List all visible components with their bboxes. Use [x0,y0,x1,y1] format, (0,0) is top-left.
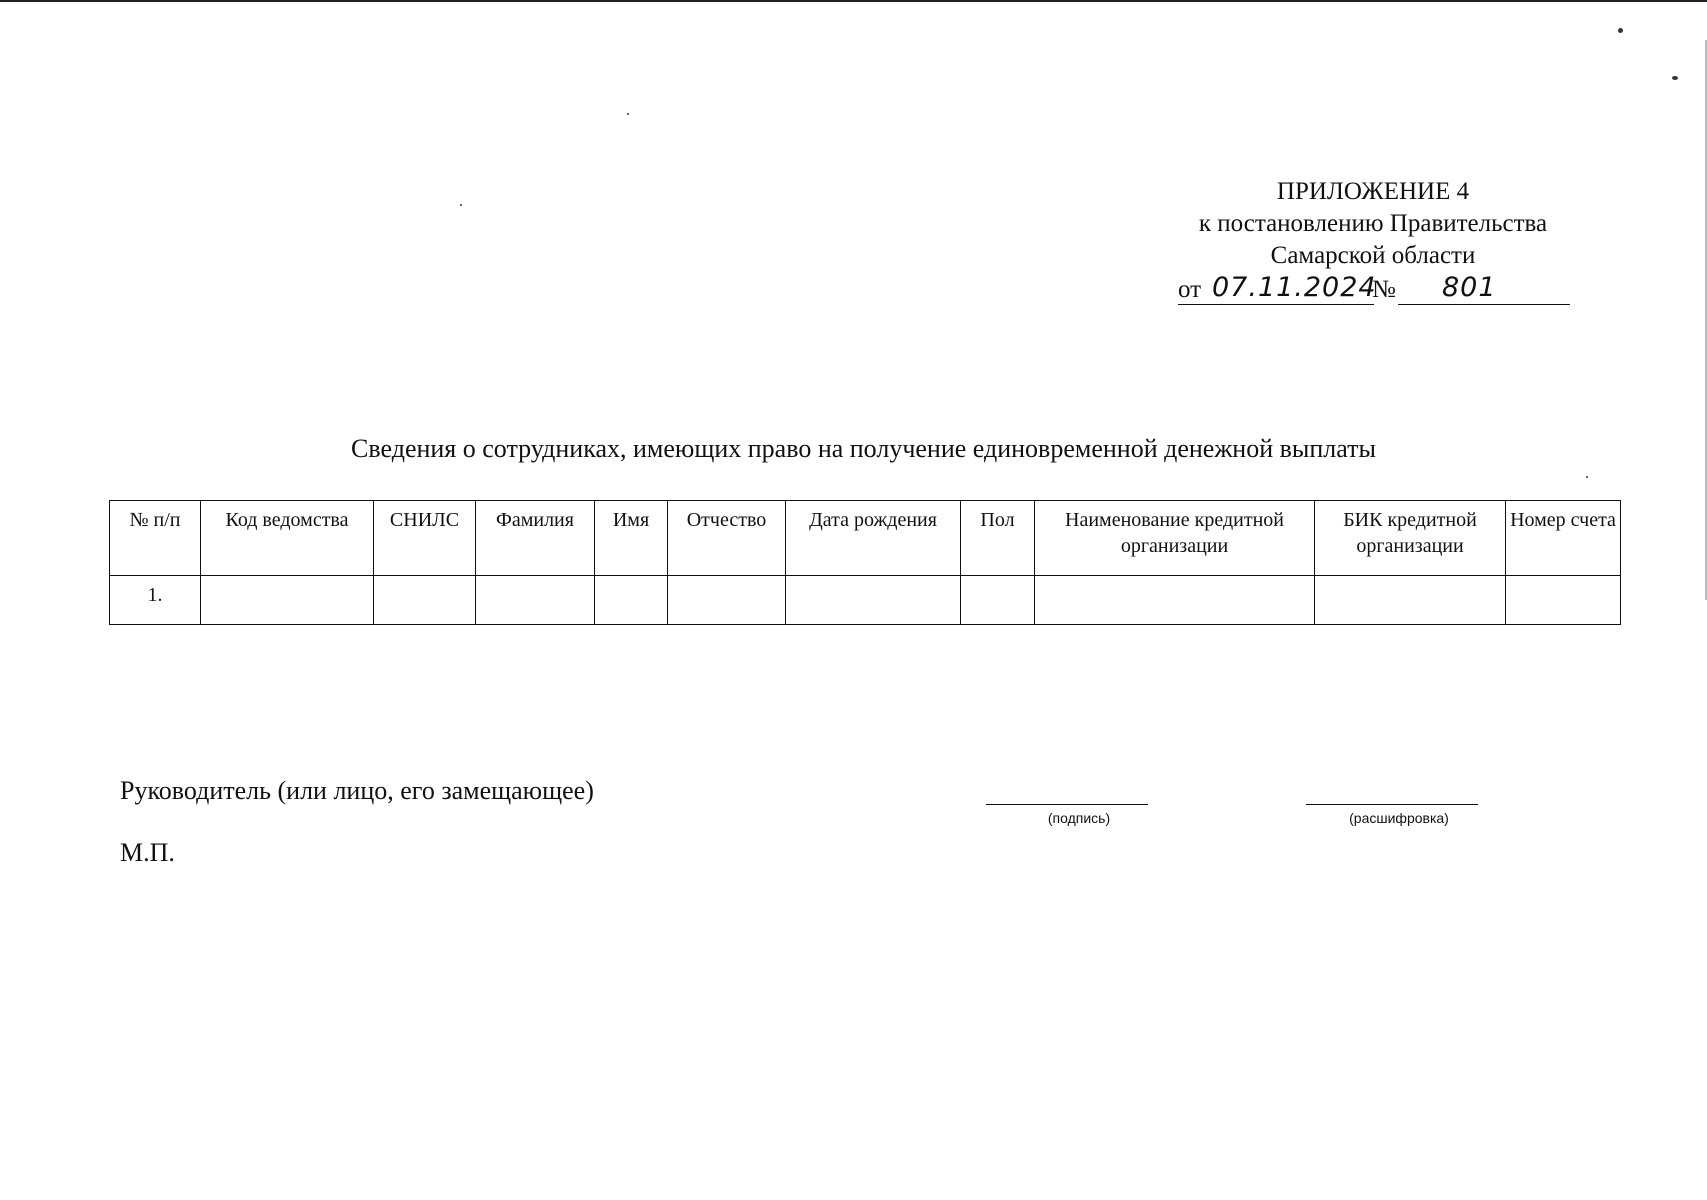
table-cell [201,576,374,625]
appendix-date-line [1178,272,1570,308]
table-cell [374,576,476,625]
table-cell [1035,576,1315,625]
appendix-header [1150,176,1596,272]
signature-caption: (подпись) [1047,810,1111,826]
header-cell-row-number: № п/п [110,501,201,576]
header-cell-gender: Пол [961,501,1035,576]
number-sign: № [1372,276,1396,303]
header-cell-bank-bik: БИК кредитной организации [1315,501,1506,576]
scan-speck [460,204,462,206]
table-cell [668,576,786,625]
number-underline [1398,304,1570,305]
document-title: Сведения о сотрудниках, имеющих право на получение единовременной денежной выплаты [351,434,1376,463]
header-cell-surname: Фамилия [476,501,595,576]
table-header-row [110,501,1621,576]
header-cell-snils: СНИЛС [374,501,476,576]
appendix-number: ПРИЛОЖЕНИЕ 4 [1276,178,1470,205]
header-cell-first-name: Имя [595,501,668,576]
table-row [110,576,1621,625]
header-cell-patronymic: Отчество [668,501,786,576]
table-cell [595,576,668,625]
scan-speck [627,113,629,115]
date-underline [1178,304,1374,305]
table-cell: 1. [110,576,201,625]
scan-top-border [0,0,1707,2]
header-cell-department-code: Код ведомства [201,501,374,576]
header-cell-account-number: Номер счета [1506,501,1621,576]
decoding-line [1306,804,1478,805]
stamp-place-label: М.П. [120,838,175,867]
table-cell [1315,576,1506,625]
scan-speck [1586,476,1588,478]
staff-table [109,500,1621,625]
date-prefix: от [1178,276,1202,303]
appendix-region: Самарской области [1270,242,1476,269]
appendix-reference: к постановлению Правительства [1198,210,1548,237]
scan-speck [1672,76,1678,80]
header-cell-bank-name: Наименование кредитной организации [1035,501,1315,576]
scan-speck [1618,28,1623,33]
head-role-label: Руководитель (или лицо, его замещающее) [120,776,594,805]
header-cell-birth-date: Дата рождения [786,501,961,576]
table-cell [1506,576,1621,625]
table-cell [476,576,595,625]
table-cell [786,576,961,625]
handwritten-number: 801 [1442,272,1497,303]
decoding-caption: (расшифровка) [1349,810,1449,826]
table-cell [961,576,1035,625]
signature-line [986,804,1148,805]
handwritten-date: 07.11.2024 [1212,272,1377,303]
